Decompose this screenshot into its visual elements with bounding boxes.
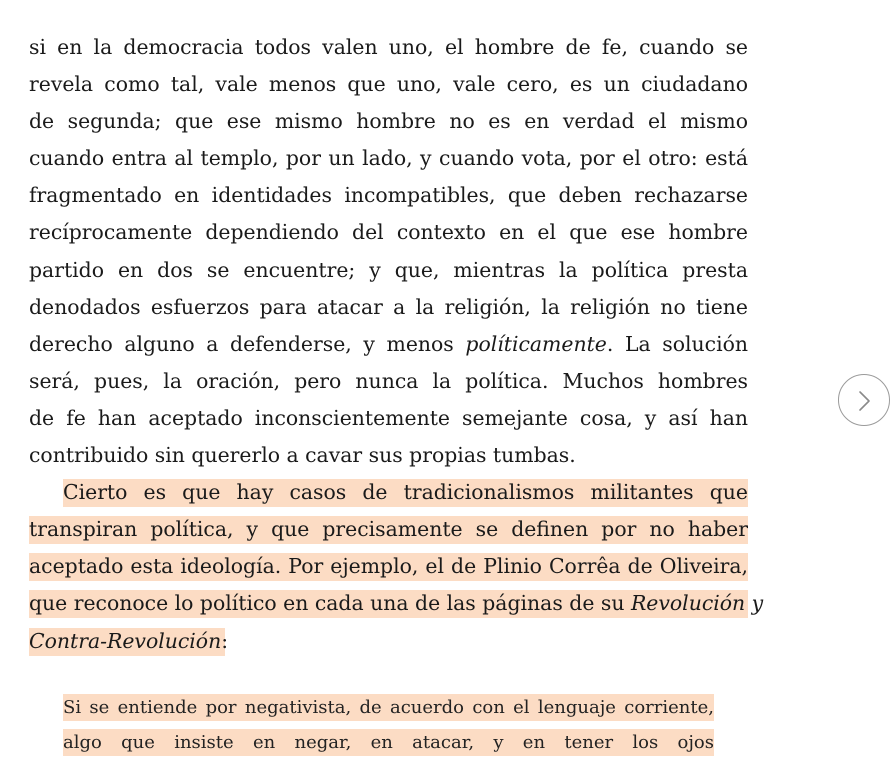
highlighted-text: algo que insiste en negar, en atacar, y en tener los ojos bbox=[63, 732, 714, 753]
highlighted-line[interactable] bbox=[29, 623, 748, 660]
block-quote[interactable] bbox=[63, 690, 714, 760]
italic-title: Contra-Revolución bbox=[29, 628, 222, 653]
text-line: si en la democracia todos valen uno, el hombre de fe, cuando se bbox=[29, 35, 748, 59]
italic-word: políticamente bbox=[465, 331, 607, 356]
book-text bbox=[29, 29, 764, 660]
highlighted-text: Cierto es que hay casos de tradicionalismos militantes que bbox=[63, 480, 748, 505]
text-line-with-italic bbox=[29, 326, 748, 363]
highlighted-text bbox=[29, 585, 764, 622]
highlighted-paragraph[interactable] bbox=[29, 474, 764, 659]
text-line: de fe han aceptado inconscientemente semejante cosa, y así han bbox=[29, 405, 748, 430]
text-segment: . La solución bbox=[606, 331, 748, 356]
text-segment: derecho alguno a defenderse, y menos bbox=[29, 331, 466, 356]
highlighted-text bbox=[29, 623, 748, 660]
highlighted-line[interactable] bbox=[63, 690, 714, 725]
text-line: denodados esfuerzos para atacar a la religión, la religión no tiene bbox=[29, 294, 748, 319]
text-line: contribuido sin quererlo a cavar sus propias tumbas. bbox=[29, 443, 576, 468]
paragraph-1 bbox=[29, 29, 748, 474]
highlighted-line[interactable] bbox=[29, 474, 748, 511]
italic-title: Revolución y bbox=[630, 591, 764, 616]
highlighted-line[interactable] bbox=[29, 585, 764, 622]
text-segment: : bbox=[221, 628, 229, 653]
text-line: será, pues, la oración, pero nunca la política. Muchos hombres bbox=[29, 368, 748, 393]
highlighted-line[interactable] bbox=[29, 511, 748, 548]
highlighted-text: transpiran política, y que precisamente se definen por no haber bbox=[29, 517, 748, 542]
text-line: revela como tal, vale menos que uno, vale cero, es un ciudadano bbox=[29, 72, 748, 97]
chevron-right-icon bbox=[856, 390, 874, 412]
text-line: fragmentado en identidades incompatibles, que deben rechazarse bbox=[29, 183, 748, 208]
text-segment: que reconoce lo político en cada una de las páginas de su bbox=[29, 591, 631, 616]
text-line: cuando entra al templo, por un lado, y cuando vota, por el otro: está bbox=[29, 146, 748, 171]
highlighted-line[interactable] bbox=[29, 548, 748, 585]
highlighted-text: Si se entiende por negativista, de acuerdo con el lenguaje corriente, bbox=[63, 697, 714, 718]
highlighted-line[interactable] bbox=[63, 725, 714, 760]
text-line: partido en dos se encuentre; y que, mientras la política presta bbox=[29, 257, 748, 282]
text-line: de segunda; que ese mismo hombre no es en verdad el mismo bbox=[29, 109, 748, 134]
next-page-button[interactable] bbox=[838, 374, 890, 426]
text-line: recíprocamente dependiendo del contexto en el que ese hombre bbox=[29, 220, 748, 245]
highlighted-text: aceptado esta ideología. Por ejemplo, el de Plinio Corrêa de Oliveira, bbox=[29, 554, 748, 579]
